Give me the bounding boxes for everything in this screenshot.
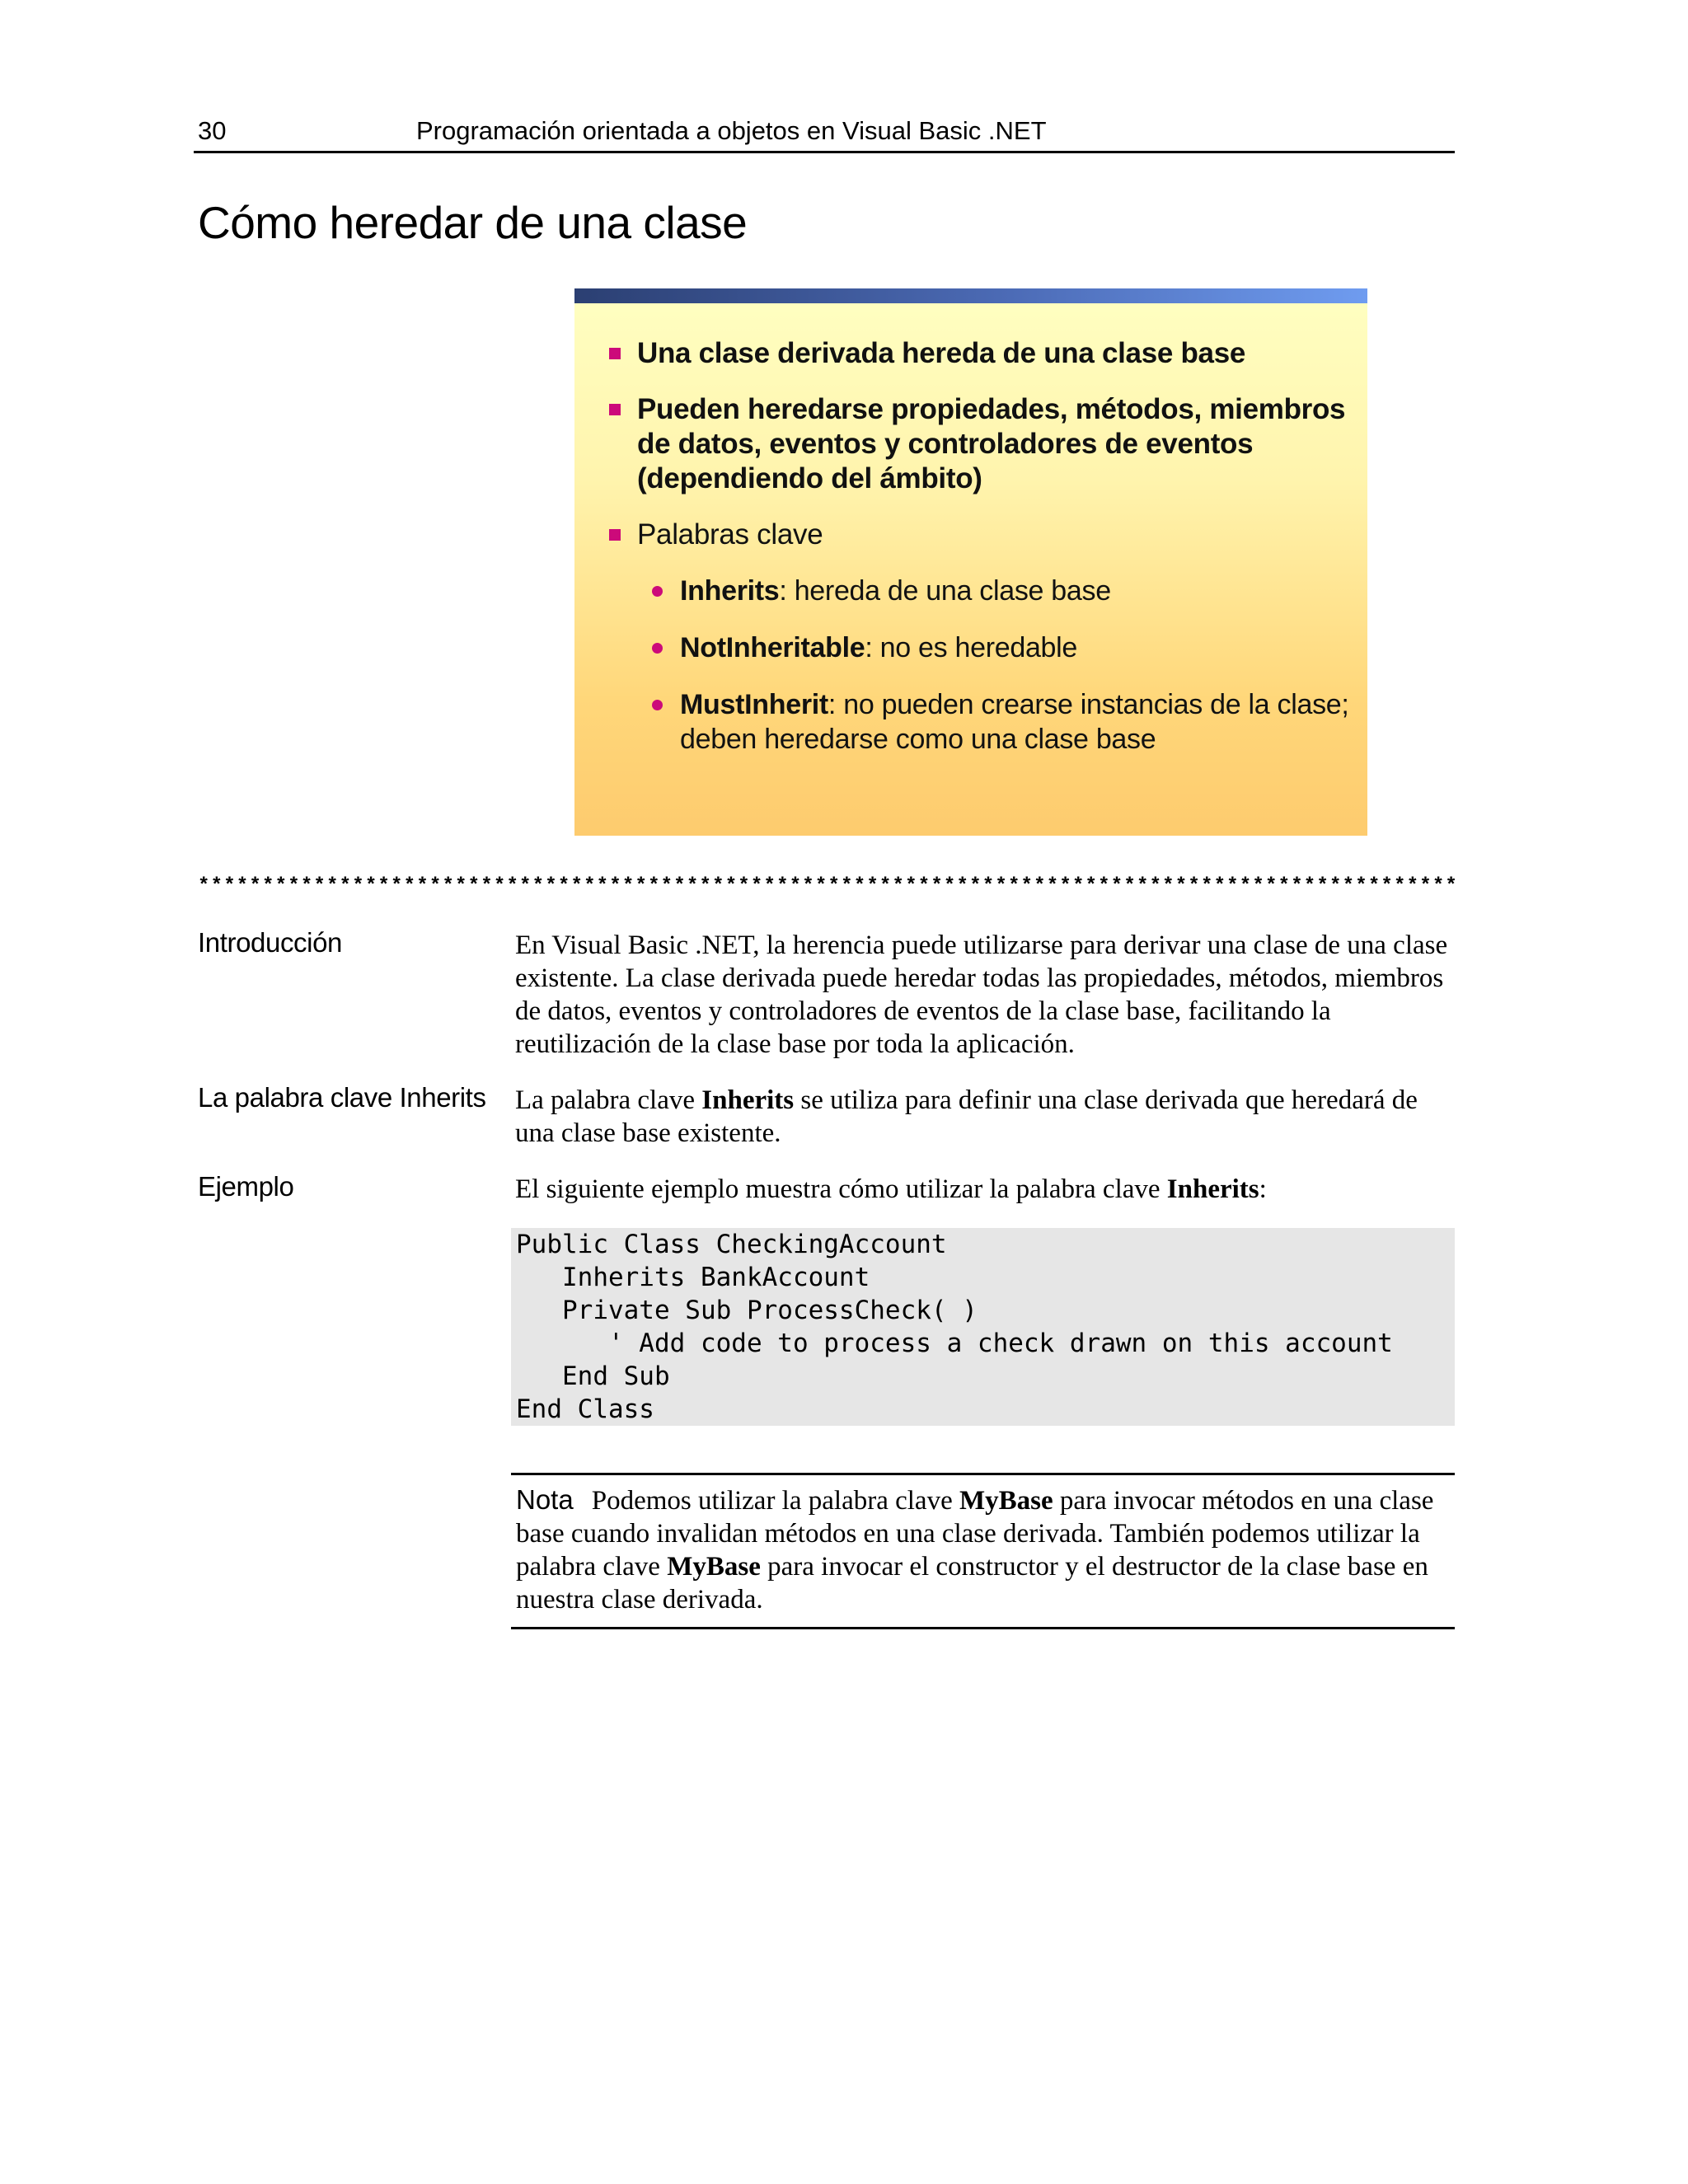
slide-bullet-text: Palabras clave [637, 518, 823, 551]
round-bullet-icon [652, 700, 663, 710]
code-line: ' Add code to process a check drawn on this account [516, 1329, 1393, 1358]
slide-bullet [607, 392, 1349, 496]
slide-bullet-text: Pueden heredarse propiedades, métodos, miembros de datos, eventos y controladores de eventos (dependiendo del ámbito) [637, 393, 1346, 494]
section-label-example: Ejemplo [198, 1171, 294, 1202]
header-title: Programación orientada a objetos en Visual Basic .NET [416, 116, 1047, 145]
slide-sub-bullet [607, 687, 1349, 757]
page-header [194, 111, 1455, 153]
section-label-inherits: La palabra clave Inherits [198, 1082, 486, 1113]
page-number: 30 [198, 116, 227, 145]
keyword: Inherits [680, 575, 780, 607]
slide-sub-bullet [607, 574, 1349, 608]
code-line: End Class [516, 1394, 654, 1424]
slide-bullet [607, 336, 1349, 371]
keyword: NotInheritable [680, 632, 865, 663]
slide-bullet-list [607, 336, 1349, 779]
slide-panel [574, 288, 1367, 836]
note-box: Nota Podemos utilizar la palabra clave MyBase para invocar métodos en una clase base cuando invalidan métodos en una clase derivada. También podemos utilizar la palabra clave MyBase para invocar el constructor y el destructor de la clase base en nuestra clase derivada. [511, 1473, 1455, 1629]
keyword-description: : hereda de una clase base [779, 575, 1111, 607]
asterisk-separator: ************************************************************************************************** [198, 875, 1459, 898]
code-line: Public Class CheckingAccount [516, 1230, 947, 1259]
inherits-paragraph: La palabra clave Inherits se utiliza para definir una clase derivada que heredará de una clase base existente. [515, 1085, 1418, 1148]
square-bullet-icon [609, 404, 621, 415]
code-line: End Sub [516, 1361, 670, 1391]
intro-paragraph: En Visual Basic .NET, la herencia puede utilizarse para derivar una clase de una clase existente. La clase derivada puede heredar todas las propiedades, métodos, miembros de datos, eventos y controladores de eventos de la clase base, facilitando la reutilización de la clase base por toda la aplicación. [515, 930, 1448, 1059]
example-paragraph: El siguiente ejemplo muestra cómo utilizar la palabra clave Inherits: [515, 1174, 1267, 1204]
keyword-description: : no pueden crearse instancias de la clase; deben heredarse como una clase base [680, 689, 1349, 755]
slide-bullet-text: Una clase derivada hereda de una clase base [637, 337, 1246, 369]
code-line: Inherits BankAccount [516, 1263, 870, 1292]
note-label: Nota [516, 1484, 574, 1515]
square-bullet-icon [609, 529, 621, 541]
code-block [511, 1228, 1455, 1426]
slide-sub-bullet [607, 630, 1349, 665]
round-bullet-icon [652, 643, 663, 654]
slide-title-bar [574, 288, 1367, 303]
square-bullet-icon [609, 348, 621, 359]
keyword: MustInherit [680, 689, 828, 720]
section-label-intro: Introducción [198, 927, 342, 958]
slide-bullet [607, 518, 1349, 552]
keyword-description: : no es heredable [865, 632, 1078, 663]
round-bullet-icon [652, 586, 663, 597]
code-line: Private Sub ProcessCheck( ) [516, 1296, 978, 1325]
page-title: Cómo heredar de una clase [198, 197, 748, 248]
